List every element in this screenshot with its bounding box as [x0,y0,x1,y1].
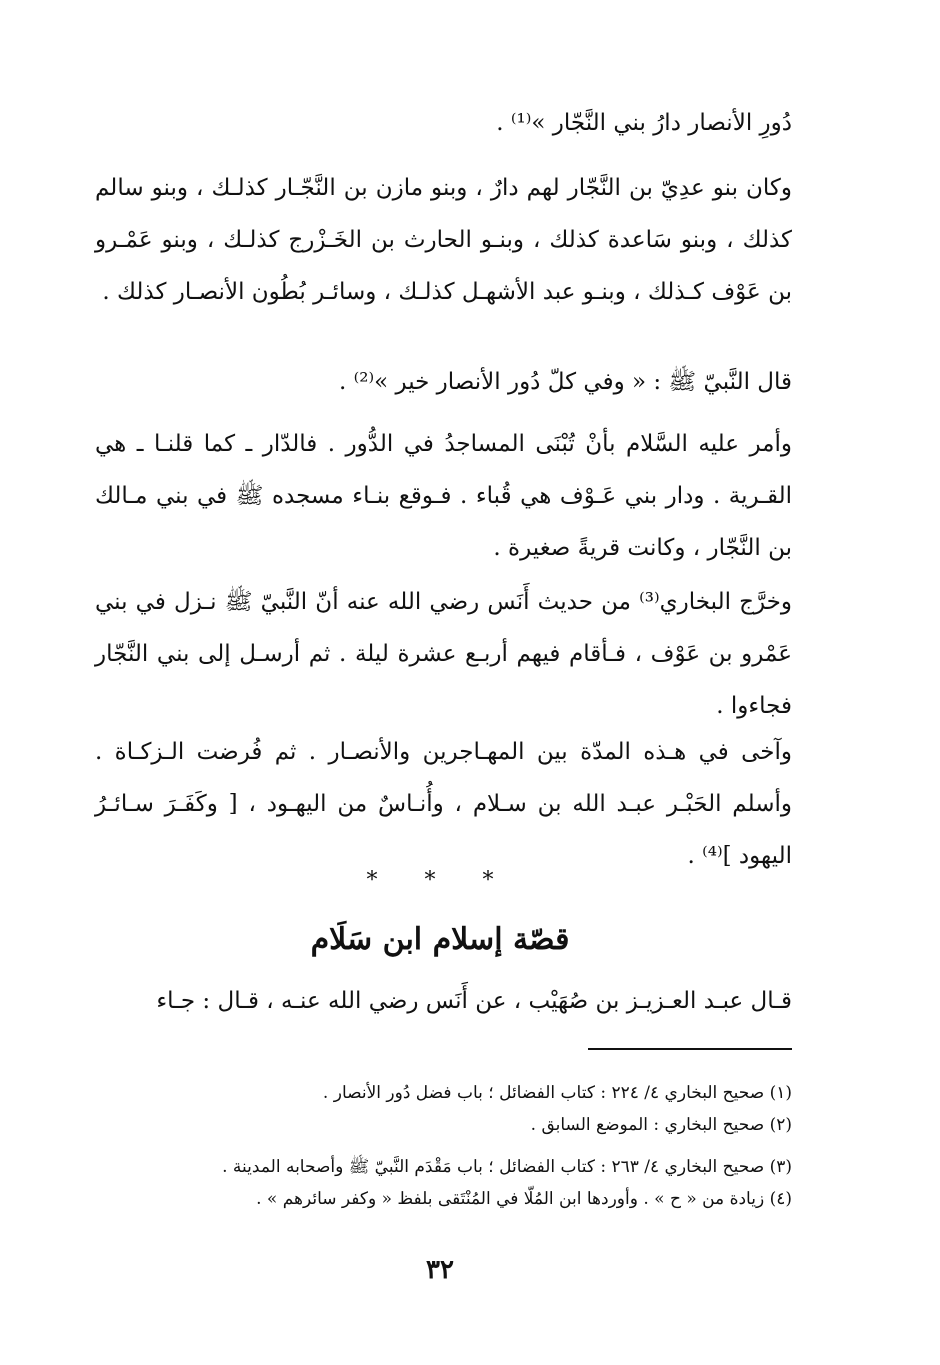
paragraph-7 [95,975,792,1027]
paragraph-6 [95,726,792,882]
paragraph-4 [95,418,792,574]
paragraph-1 [95,97,792,149]
page-number: ٣٢ [426,1255,454,1285]
paragraph-3-text: قال النَّبيّ ﷺ : « وفي كلّ دُور الأنصار خير »⁽²⁾ . [338,369,792,395]
paragraph-2-text: وكان بنو عدِيّ بن النَّجّار لهم دارٌ ، وبنو مازن بن النَّجّـار كذلـك ، وبنو سالم كذلك ، وبنو سَاعدة كذلك ، وبنـو الحارث بن الخَـزْرج كذلـك ، وبنو عَمْـرو بن عَوْف كـذلك ، وبنـو عبد الأشهـل كذلـك ، وسائـر بُطُون الأنصـار كذلك . [95,175,792,305]
footnote-4: (٤) زيادة من « ح » . وأوردها ابن المُلّا في المُنْتَقى بلفظ « وكفر سائرهم » . [256,1189,792,1209]
footnote-3: (٣) صحيح البخاري ٤/ ٢٦٣ : كتاب الفضائل ؛ باب مَقْدَم النَّبيّ ﷺ وأصحابه المدينة . [222,1157,792,1177]
paragraph-5 [95,576,792,732]
paragraph-1-text: دُورِ الأنصار دارُ بني النَّجّار »⁽¹⁾ . [496,110,792,136]
paragraph-2 [95,162,792,318]
paragraph-7-text: قـال عبـد العـزيـز بن صُهَيْب ، عن أَنَس رضي الله عنـه ، قـال : جـاء [156,988,792,1014]
paragraph-4-text: وأمر عليه السَّلام بأنْ تُبْنَى المساجدُ في الدُّور . فالدّار ـ كما قلنـا ـ هي القـرية . ودار بني عَـوْف هي قُباء . فـوقع بنـاء مسجده ﷺ في بني مـالك بن النَّجّار ، وكانت قريةً صغيرة . [95,431,792,561]
footnote-1: (١) صحيح البخاري ٤/ ٢٢٤ : كتاب الفضائل ؛ باب فضل دُور الأنصار . [322,1083,792,1103]
section-heading: قصّة إسلام ابن سَلَام [310,922,570,957]
paragraph-5-text: وخرَّج البخاري⁽³⁾ من حديث أَنَس رضي الله عنه أنّ النَّبيّ ﷺ نـزل في بني عَمْرو بن عَوْف ، فـأقام فيهم أربـع عشرة ليلة . ثم أرسـل إلى بني النَّجّار فجاءوا . [95,589,792,719]
footnote-divider [588,1048,792,1050]
paragraph-3 [95,356,792,408]
footnotes [120,1077,792,1215]
footnote-2: (٢) صحيح البخاري : الموضع السابق . [530,1115,792,1135]
paragraph-6-text: وآخى في هـذه المدّة بين المهـاجرين والأنصـار . ثم فُرضت الـزكـاة . وأسلم الحَبْـر عبـد الله بن سـلام ، وأُنـاسٌ من اليهـود ، [ وكَفَـرَ سـائـرُ اليهود ]⁽⁴⁾ . [95,739,793,869]
section-separator: * * * [366,868,514,893]
